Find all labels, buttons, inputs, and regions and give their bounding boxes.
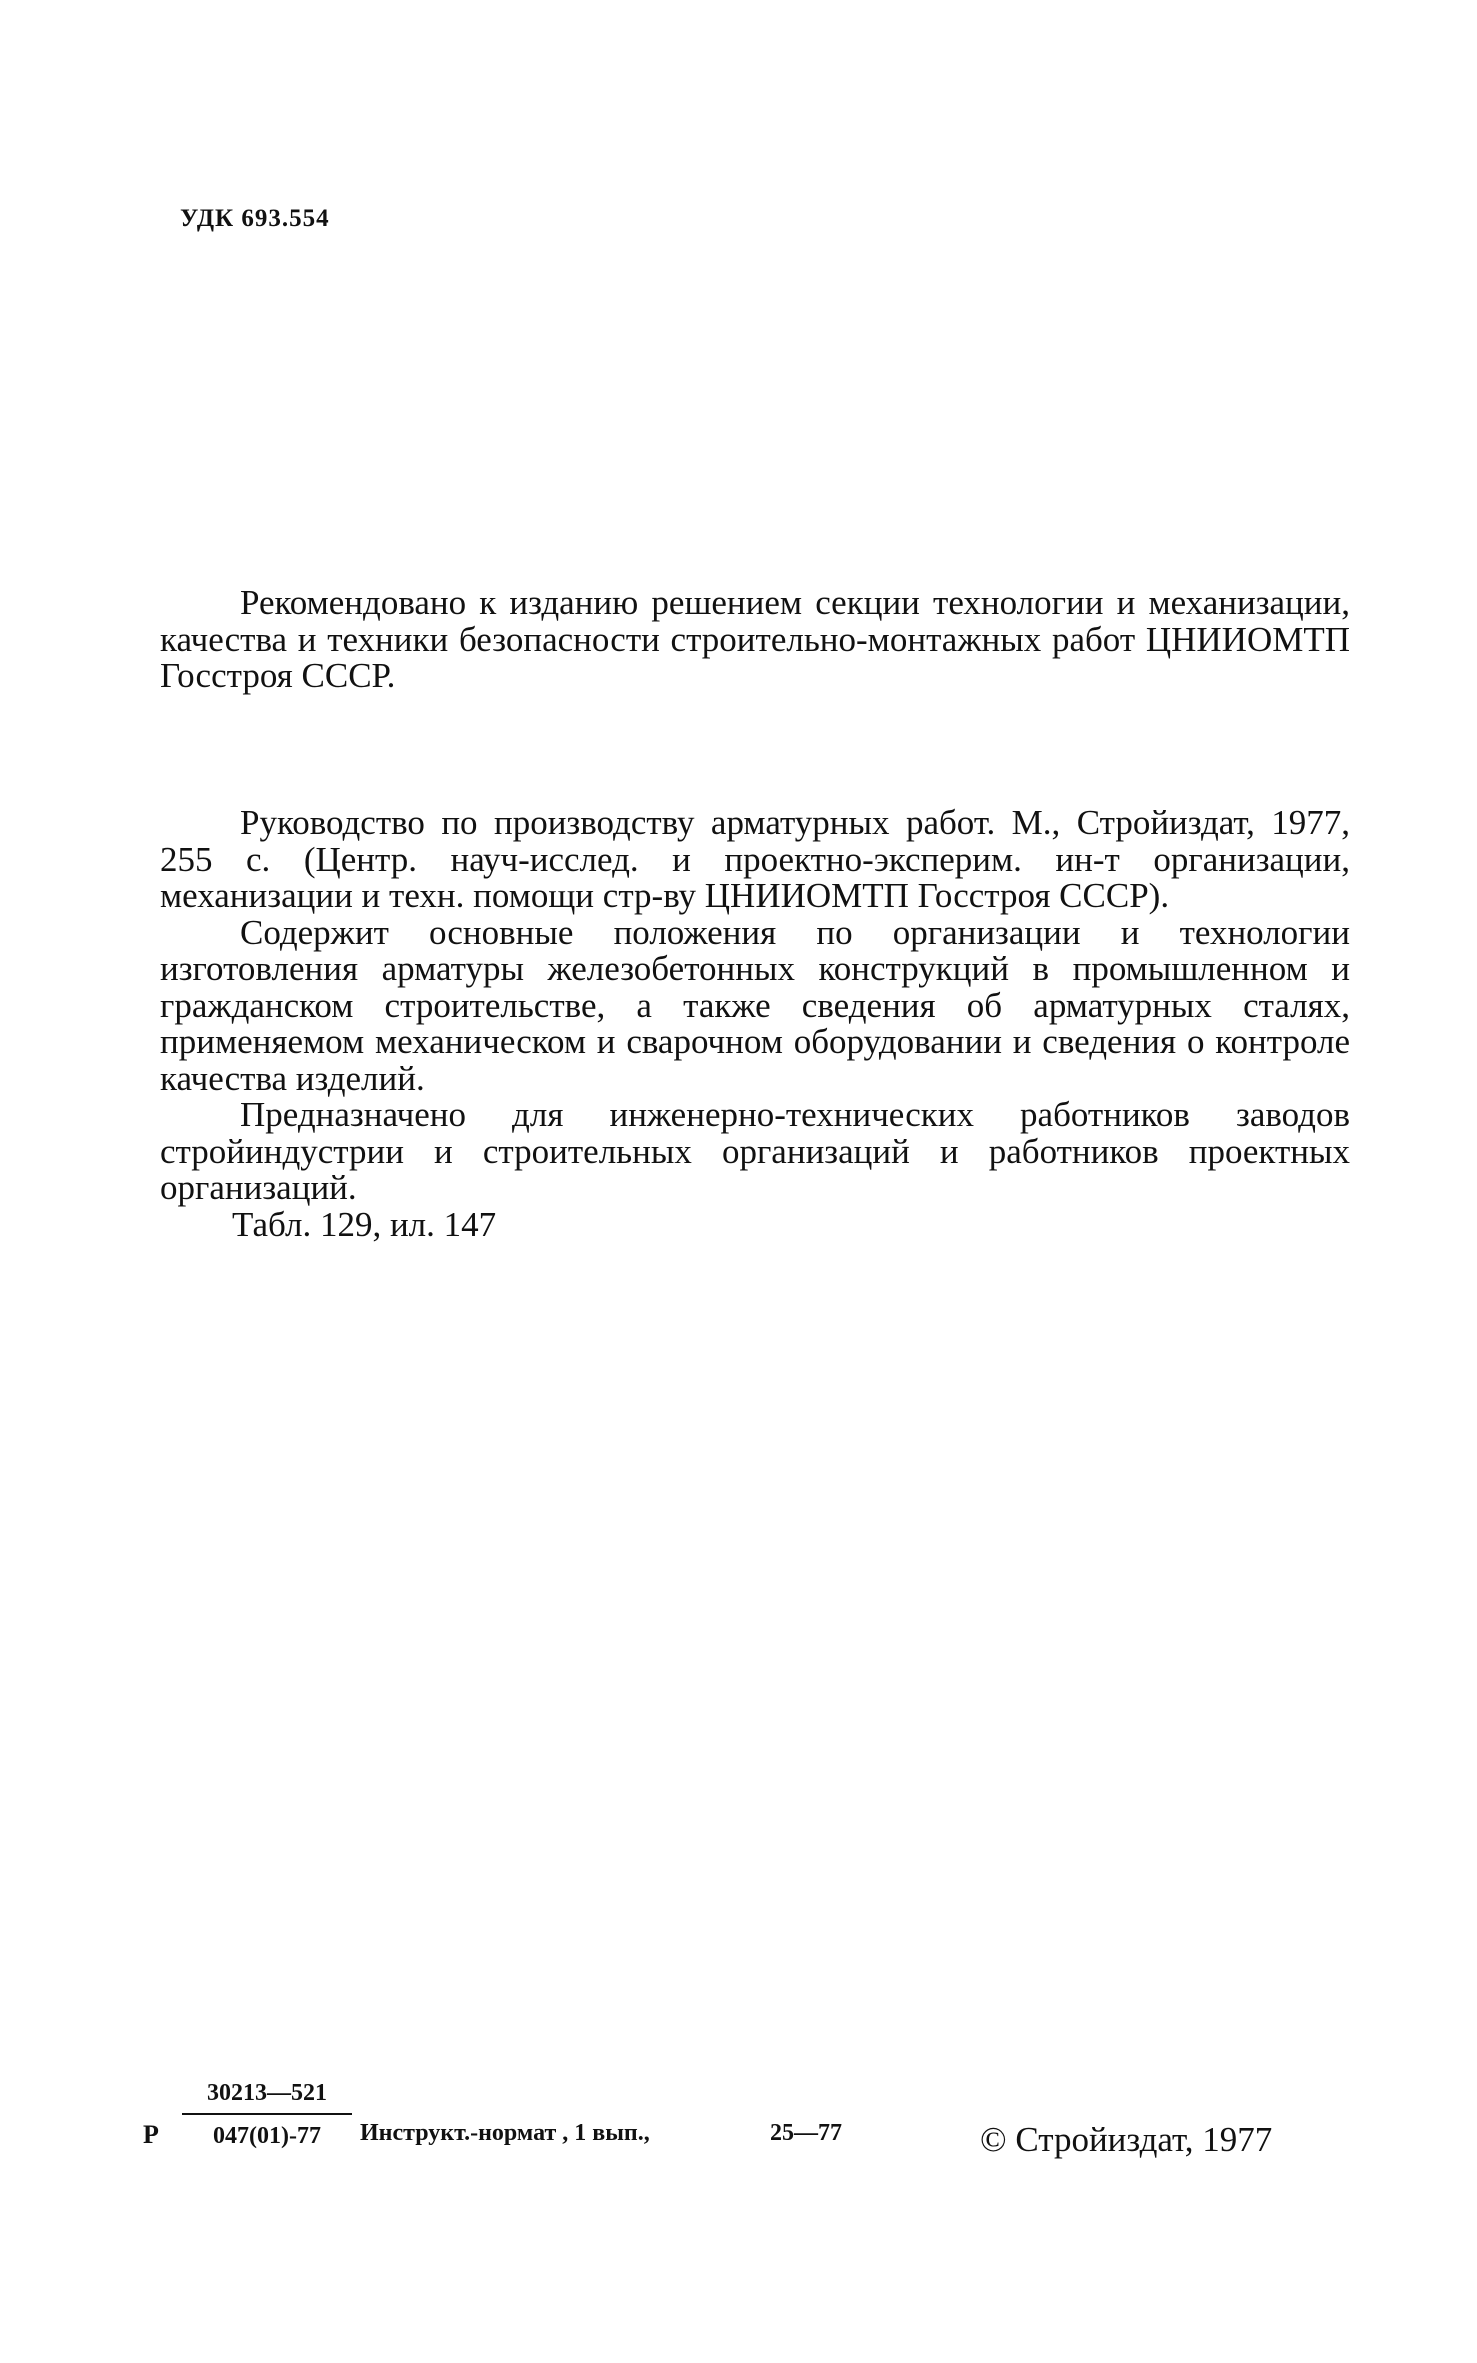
abstract-contents: Содержит основные положения по организации и технологии изготовления арматуры железобетонных конструкций в промышленном и гражданском строительстве, а также сведения об арматурных сталях, применяемом механическом и сварочном оборудовании и сведения о контроле качества изделий. xyxy=(160,912,1350,1098)
instruction-code: 25—77 xyxy=(770,2120,842,2146)
index-fraction xyxy=(182,2080,352,2150)
index-letter: Р xyxy=(143,2120,159,2149)
recommendation-text: Рекомендовано к изданию решением секции технологии и механизации, качества и техники безопасности строительно-монтажных работ ЦНИИОМТП Госстроя СССР. xyxy=(160,583,1350,695)
index-numerator: 30213—521 xyxy=(182,2080,352,2115)
abstract-tables-count: Табл. 129, ил. 147 xyxy=(232,1204,497,1244)
instruction-note: Инструкт.-нормат , 1 вып., xyxy=(360,2120,650,2146)
index-denominator: 047(01)-77 xyxy=(213,2123,321,2149)
abstract-audience: Предназначено для инженерно-технических работников заводов стройиндустрии и строительных организаций и работников проектных организаций. xyxy=(160,1095,1350,1207)
abstract-block xyxy=(160,805,1350,1243)
imprint-footer xyxy=(0,2080,1477,2200)
abstract-citation: Руководство по производству арматурных работ. М., Стройиздат, 1977, 255 с. (Центр. науч-исслед. и проектно-эксперим. ин-т организации, механизации и техн. помощи стр-ву ЦНИИОМТП Госстроя СССР). xyxy=(160,803,1350,915)
recommendation-block xyxy=(160,585,1350,695)
copyright-notice: © Стройиздат, 1977 xyxy=(980,2120,1273,2159)
udc-code: УДК 693.554 xyxy=(180,205,330,232)
